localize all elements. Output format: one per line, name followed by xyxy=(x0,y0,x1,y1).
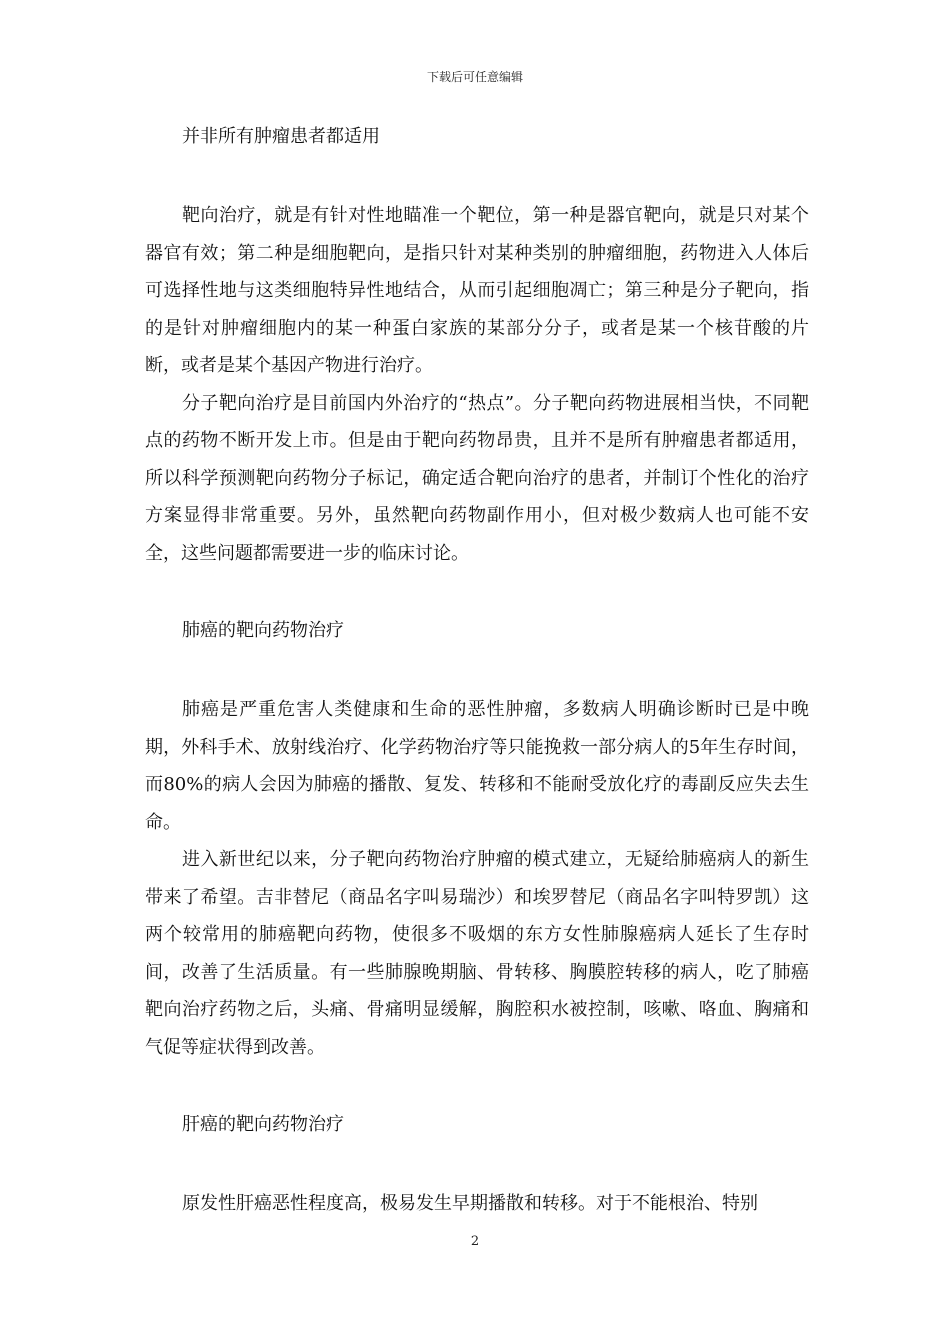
spacer xyxy=(145,1066,809,1106)
spacer xyxy=(145,1143,809,1185)
paragraph: 靶向治疗，就是有针对性地瞄准一个靶位，第一种是器官靶向，就是只对某个器官有效；第二种是细胞靶向，是指只针对某种类别的肿瘤细胞，药物进入人体后可选择性地与这类细胞特异性地结合，从而引起细胞凋亡；第三种是分子靶向，指的是针对肿瘤细胞内的某一种蛋白家族的某部分分子，或者是某一个核苷酸的片断，或者是某个基因产物进行治疗。 xyxy=(145,205,809,376)
page-header: 下载后可任意编辑 xyxy=(426,70,523,84)
section-heading: 并非所有肿瘤患者都适用 xyxy=(182,126,380,147)
section-heading: 肺癌的靶向药物治疗 xyxy=(182,620,344,641)
paragraph: 分子靶向治疗是目前国内外治疗的“热点”。分子靶向药物进展相当快，不同靶点的药物不断开发上市。但是由于靶向药物昂贵，且并不是所有肿瘤患者都适用，所以科学预测靶向药物分子标记，确定适合靶向治疗的患者，并制订个性化的治疗方案显得非常重要。另外，虽然靶向药物副作用小，但对极少数病人也可能不安全，这些问题都需要进一步的临床讨论。 xyxy=(145,392,809,564)
section-heading: 肝癌的靶向药物治疗 xyxy=(182,1114,344,1135)
spacer xyxy=(145,155,809,197)
spacer xyxy=(145,572,809,612)
paragraph: 肺癌是严重危害人类健康和生命的恶性肿瘤，多数病人明确诊断时已是中晚期，外科手术、放射线治疗、化学药物治疗等只能挽救一部分病人的5年生存时间，而80%的病人会因为肺癌的播散、复发、转移和不能耐受放化疗的毒副反应失去生命。 xyxy=(145,699,809,833)
paragraph: 进入新世纪以来，分子靶向药物治疗肿瘤的模式建立，无疑给肺癌病人的新生带来了希望。吉非替尼（商品名字叫易瑞沙）和埃罗替尼（商品名字叫特罗凯）这两个较常用的肺癌靶向药物，使很多不吸烟的东方女性肺腺癌病人延长了生存时间，改善了生活质量。有一些肺腺晚期脑、骨转移、胸膜腔转移的病人，吃了肺癌靶向治疗药物之后，头痛、骨痛明显缓解，胸腔积水被控制，咳嗽、咯血、胸痛和气促等症状得到改善。 xyxy=(145,849,809,1058)
paragraph: 原发性肝癌恶性程度高，极易发生早期播散和转移。对于不能根治、特别 xyxy=(182,1193,758,1214)
spacer xyxy=(145,649,809,691)
page-number: 2 xyxy=(470,1234,480,1249)
document-body xyxy=(145,118,809,1223)
